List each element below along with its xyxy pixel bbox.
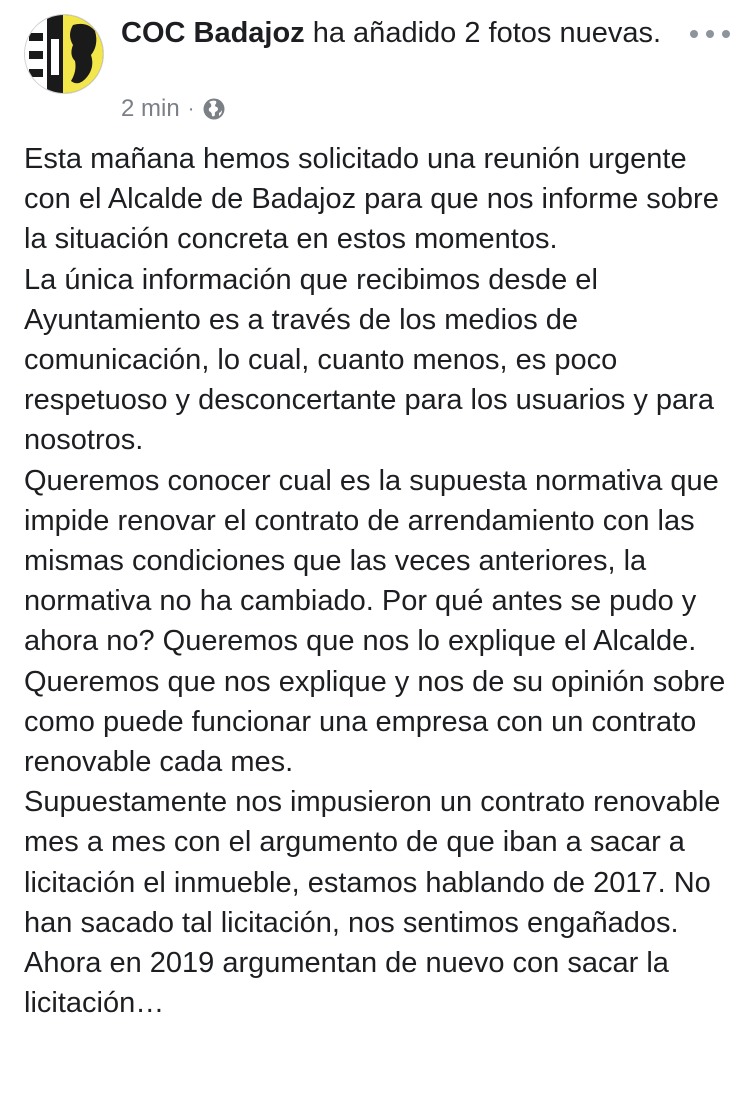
meta-separator: · [187,97,195,120]
post-paragraph: Supuestamente nos impusieron un contrato renovable mes a mes con el argumento de que iban a sacar a licitación el inmueble, estamos hablando de 2017. No han sacado tal licitación, nos sentimos engañados. Ahora en 2019 argumentan de nuevo con sacar la licitación… [24,786,721,1020]
post-body [24,139,730,1023]
more-options-button[interactable] [690,20,730,48]
post-paragraph: Queremos que nos explique y nos de su opinión sobre como puede funcionar una empresa con un contrato renovable cada mes. [24,665,726,779]
more-options-icon [690,30,698,38]
post-paragraph: La única información que recibimos desde el Ayuntamiento es a través de los medios de comunicación, lo cual, cuanto menos, es poco respetuoso y desconcertante para los usuarios y para nosotros. [24,263,714,457]
author-name[interactable]: COC Badajoz [121,17,305,49]
post-paragraph: Esta mañana hemos solicitado una reunión urgente con el Alcalde de Badajoz para que nos informe sobre la situación concreta en estos momentos. [24,143,719,256]
post-action: ha añadido 2 fotos nuevas. [304,17,662,49]
post-paragraph: Queremos conocer cual es la supuesta normativa que impide renovar el contrato de arrendamiento con las mismas condiciones que las veces anteriores, la normativa no ha cambiado. Por qué antes se pudo y ahora no? Queremos que nos lo explique el Alcalde. [24,464,719,658]
post-time[interactable]: 2 min [121,95,180,122]
globe-icon[interactable] [202,97,226,121]
page-logo-icon [25,15,104,94]
post-meta [121,94,226,124]
post-header [0,0,750,140]
post-title [121,14,661,52]
avatar[interactable] [24,14,104,94]
